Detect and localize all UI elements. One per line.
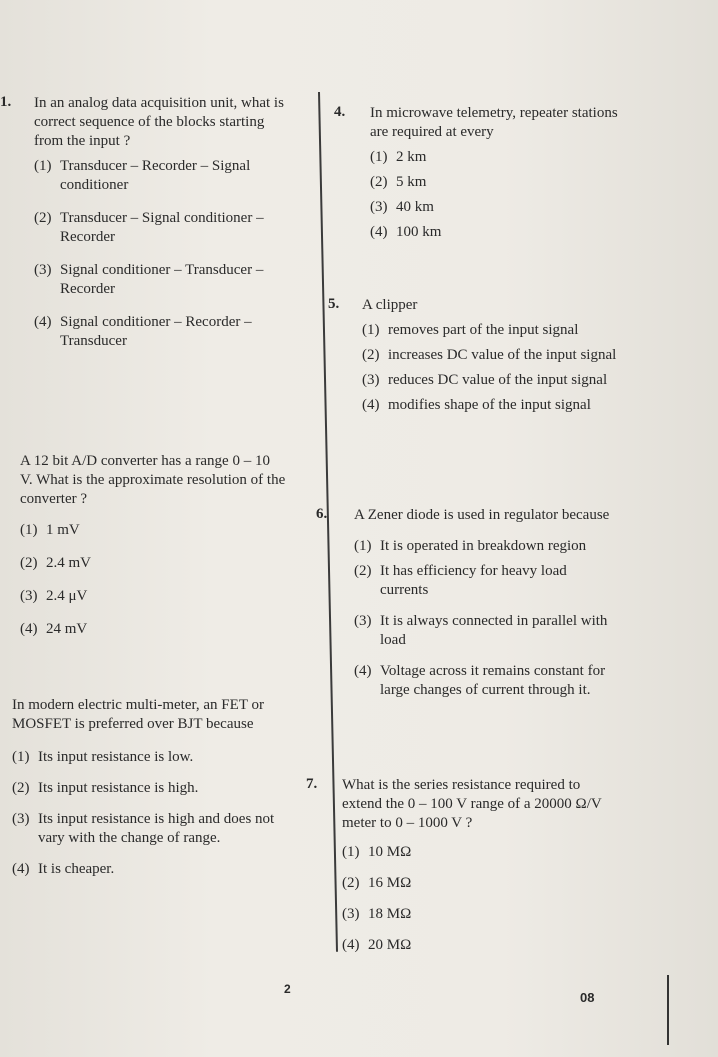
option-2[interactable]: (2) increases DC value of the input signal [362,347,617,363]
booklet-code: 08 [580,990,595,1005]
question-number: 7. [306,776,318,792]
option-3[interactable]: (3) 40 km [370,199,434,215]
margin-line [667,975,669,1045]
question-7 [342,776,612,961]
option-2[interactable]: (2) 5 km [370,174,427,190]
option-4[interactable]: (4) 20 MΩ [342,937,412,953]
option-3[interactable]: (3) 18 MΩ [342,906,412,922]
option-1[interactable]: (1) 10 MΩ [342,844,412,860]
option-1[interactable]: (1) It is operated in breakdown region [354,538,587,554]
question-stem: In modern electric multi-meter, an FET or MOSFET is preferred over BJT because [12,697,264,732]
option-1[interactable]: (1) Transducer – Recorder – Signal conditioner [34,158,251,193]
option-1[interactable]: (1) Its input resistance is low. [12,749,194,765]
question-stem: A Zener diode is used in regulator because [354,507,610,523]
option-2[interactable]: (2) 16 MΩ [342,875,412,891]
question-1 [34,94,296,357]
option-4[interactable]: (4) Signal conditioner – Recorder – Transducer [34,314,252,349]
option-4[interactable]: (4) 100 km [370,224,442,240]
option-2[interactable]: (2) 2.4 mV [20,555,91,571]
question-number: 4. [334,104,346,120]
option-2[interactable]: (2) Transducer – Signal conditioner – Recorder [34,210,264,245]
option-3[interactable]: (3) It is always connected in parallel with load [354,613,608,648]
option-4[interactable]: (4) modifies shape of the input signal [362,397,591,413]
option-3[interactable]: (3) 2.4 μV [20,588,88,604]
option-3[interactable]: (3) Signal conditioner – Transducer – Recorder [34,262,264,297]
option-2[interactable]: (2) It has efficiency for heavy load currents [354,563,567,598]
option-1[interactable]: (1) 2 km [370,149,427,165]
question-stem: In an analog data acquisition unit, what is correct sequence of the blocks starting from the input ? [34,95,284,149]
option-4[interactable]: (4) 24 mV [20,621,88,637]
question-number: 6. [316,506,328,522]
question-5 [362,296,624,421]
option-4[interactable]: (4) Voltage across it remains constant for large changes of current through it. [354,663,606,698]
question-stem: What is the series resistance required to extend the 0 – 100 V range of a 20000 Ω/V meter to 0 – 1000 V ? [342,777,602,831]
question-4 [370,104,634,248]
question-2 [20,452,286,645]
option-2[interactable]: (2) Its input resistance is high. [12,780,199,796]
question-stem: In microwave telemetry, repeater stations are required at every [370,105,618,140]
option-1[interactable]: (1) removes part of the input signal [362,322,579,338]
question-stem: A clipper [362,297,418,313]
question-stem: A 12 bit A/D converter has a range 0 – 10 V. What is the approximate resolution of the converter ? [20,453,286,507]
option-4[interactable]: (4) It is cheaper. [12,861,115,877]
question-number: 5. [328,296,340,312]
page-number: 2 [284,982,291,996]
option-1[interactable]: (1) 1 mV [20,522,80,538]
question-number: 1. [0,94,12,110]
option-3[interactable]: (3) Its input resistance is high and does not vary with the change of range. [12,811,275,846]
question-3 [12,696,276,885]
question-6 [354,506,616,706]
option-3[interactable]: (3) reduces DC value of the input signal [362,372,608,388]
